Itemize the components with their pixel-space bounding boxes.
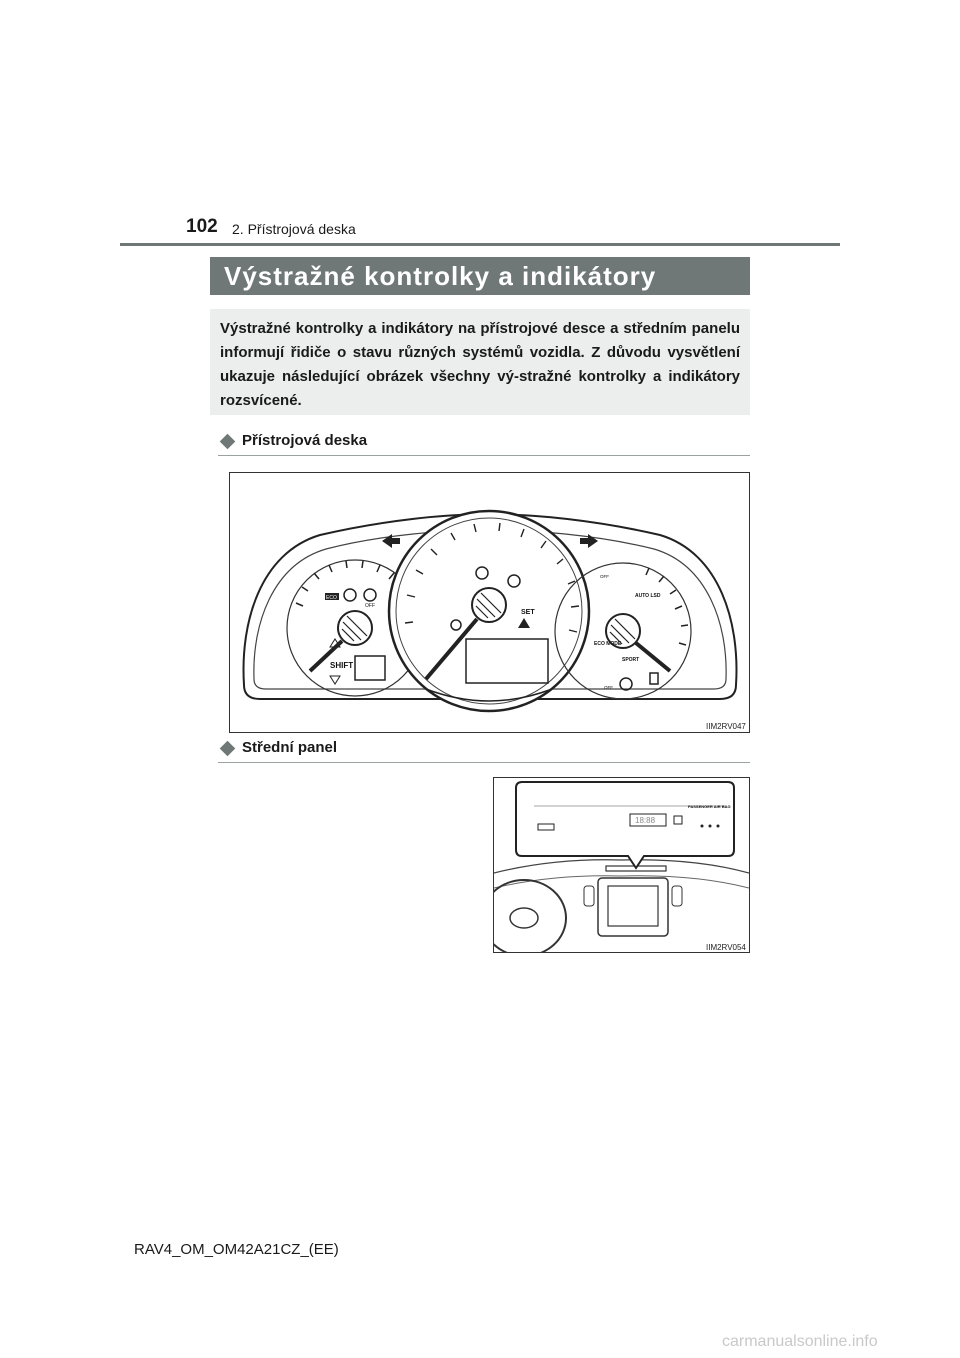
subsection-heading-center-panel <box>218 739 750 761</box>
intro-text: Výstražné kontrolky a indikátory na přístrojové desce a středním panelu informují řidiče o stavu různých systémů vozidla. Z důvodu vysvětlení ukazuje následující obrázek všechny vý-stražné kontrolky a indikátory rozsvícené. <box>220 320 740 409</box>
instrument-cluster-illustration <box>230 473 749 732</box>
off-label-1: OFF <box>365 603 375 609</box>
passenger-air-bag-label: PASSENGER AIR BAG <box>688 804 731 809</box>
header-rule <box>120 243 840 246</box>
figure-code-1: IIM2RV047 <box>706 722 746 731</box>
center-panel-figure <box>493 777 750 953</box>
subsection-title: Přístrojová deska <box>242 432 368 449</box>
auto-lsd-label: AUTO LSD <box>635 593 661 599</box>
sport-label: SPORT <box>622 657 640 663</box>
section-title-bar <box>210 257 750 295</box>
center-panel-illustration <box>494 778 749 952</box>
diamond-bullet-icon <box>220 434 236 450</box>
watermark: carmanualsonline.info <box>722 1333 878 1350</box>
eco-label: ECO <box>326 595 337 601</box>
subsection-heading-instrument-panel <box>218 432 750 454</box>
subsection-rule <box>218 455 750 456</box>
set-label: SET <box>521 609 535 616</box>
eco-mode-label: ECO MODE <box>594 641 622 647</box>
subsection-title: Střední panel <box>242 739 338 756</box>
footer-doc-id: RAV4_OM_OM42A21CZ_(EE) <box>134 1241 339 1258</box>
off-label-2: OFF <box>604 685 613 690</box>
page-number: 102 <box>186 216 218 237</box>
clock-display: 18:88 <box>635 816 656 825</box>
section-title: Výstražné kontrolky a indikátory <box>224 261 657 291</box>
chapter-title: 2. Přístrojová deska <box>232 221 356 237</box>
instrument-panel-figure <box>229 472 750 733</box>
diamond-bullet-icon <box>220 741 236 757</box>
intro-box <box>210 309 750 415</box>
figure-code-2: IIM2RV054 <box>706 943 746 952</box>
shift-label: SHIFT <box>330 661 354 670</box>
subsection-rule <box>218 762 750 763</box>
off-label-3: OFF <box>600 574 609 579</box>
